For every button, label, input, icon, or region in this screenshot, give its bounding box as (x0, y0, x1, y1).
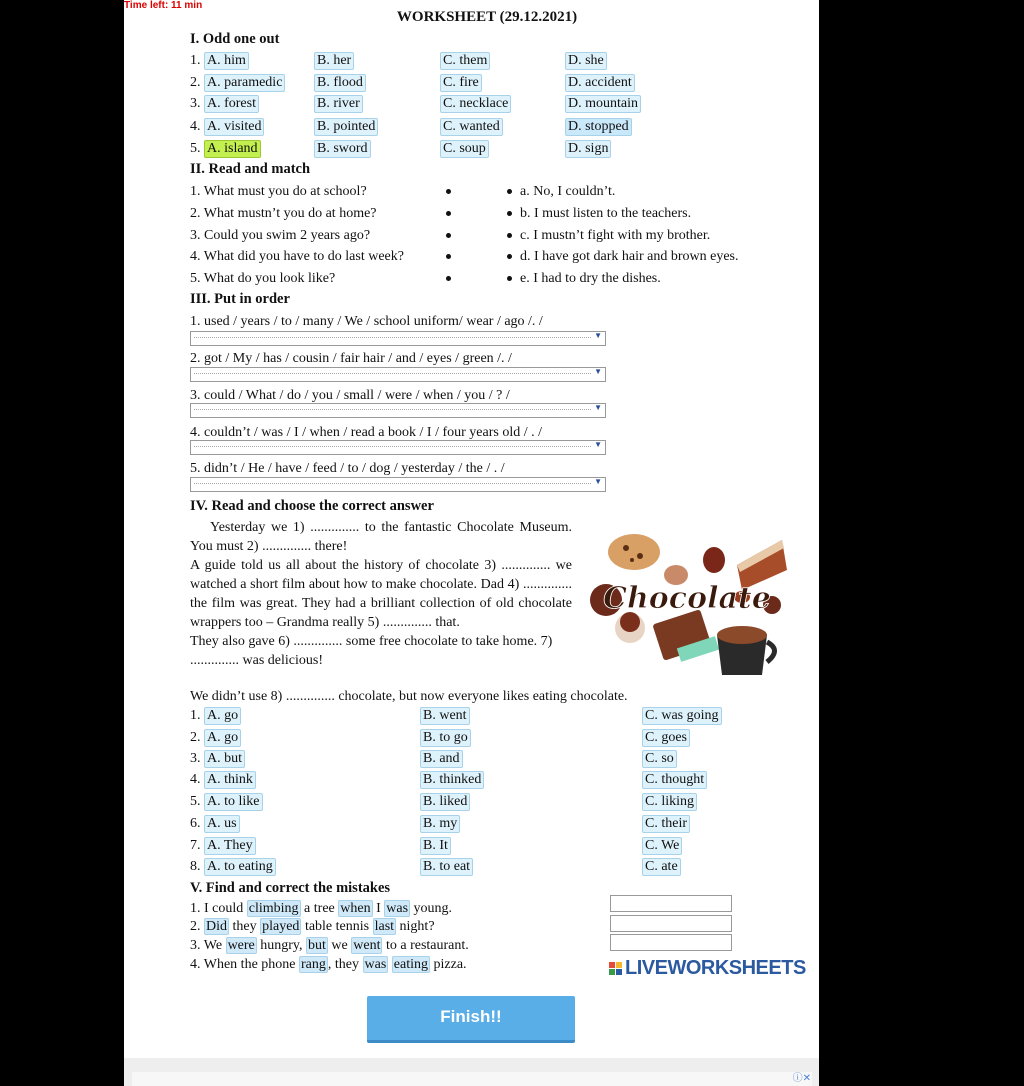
chevron-down-icon: ▼ (594, 477, 602, 486)
sentence-text: 1. I could (190, 901, 247, 916)
option-c[interactable]: C. ate (642, 858, 681, 876)
sentence-text: 4. When the phone (190, 957, 299, 972)
option-c[interactable]: C. so (642, 750, 677, 768)
option-c[interactable]: C. liking (642, 793, 697, 811)
option-b[interactable]: B. thinked (420, 771, 484, 789)
correction-input[interactable] (610, 915, 732, 932)
order-item: 2. got / My / has / cousin / fair hair / and / eyes / green /. / (190, 351, 512, 366)
sentence-text: night? (396, 919, 435, 934)
row-number: 5. (190, 141, 201, 156)
option-a[interactable]: A. to like (204, 793, 263, 811)
row-number: 2. (190, 75, 201, 90)
row-number: 4. (190, 119, 201, 134)
option-a[interactable]: A. go (204, 707, 241, 725)
page-title: WORKSHEET (29.12.2021) (396, 9, 578, 25)
timer-text: Time left: 11 min (124, 0, 203, 11)
option-b[interactable]: B. pointed (314, 118, 378, 136)
option-c[interactable]: C. We (642, 837, 682, 855)
passage-last-line: We didn’t use 8) .............. chocolate, but now everyone likes eating chocolate. (190, 689, 628, 704)
section-find-mistakes-heading: V. Find and correct the mistakes (190, 880, 391, 896)
chocolate-title-text: Chocolate (603, 581, 771, 616)
mistake-sentence (190, 918, 435, 935)
row-number: 3. (190, 751, 201, 766)
brand-text: LIVEWORKSHEETS (625, 957, 806, 979)
option-a[interactable]: A. think (204, 771, 256, 789)
option-b[interactable]: B. to eat (420, 858, 473, 876)
match-right-dot[interactable] (507, 211, 512, 216)
sentence-text: they (229, 919, 261, 934)
option-c[interactable]: C. them (440, 52, 490, 70)
finish-button[interactable]: Finish!! (367, 996, 575, 1043)
clickable-word[interactable]: climbing (248, 901, 299, 916)
passage-paragraph: A guide told us all about the history of chocolate 3) .............. we watched a short film about how to make chocolate. Dad 4) .............. the film was great. They had a brilliant collection of old chocolate wrappers too – Grandma really 5) .............. that. (190, 558, 572, 630)
sentence-text: to a restaurant. (382, 938, 469, 953)
section-read-choose-heading: IV. Read and choose the correct answer (190, 498, 434, 514)
worksheet-page (124, 0, 819, 1086)
row-number: 1. (190, 53, 201, 68)
sentence-text: hungry, (256, 938, 307, 953)
chevron-down-icon: ▼ (594, 403, 602, 412)
order-answer-dropdown[interactable] (190, 331, 606, 346)
clickable-word[interactable]: when (340, 901, 371, 916)
option-c[interactable]: C. thought (642, 771, 707, 789)
ad-banner (132, 1072, 812, 1086)
row-number: 5. (190, 794, 201, 809)
clickable-word[interactable]: eating (393, 957, 428, 972)
match-right-dot[interactable] (507, 276, 512, 281)
match-left-dot[interactable] (446, 189, 451, 194)
option-c[interactable]: C. soup (440, 140, 489, 158)
option-b[interactable]: B. It (420, 837, 451, 855)
match-answer: e. I had to dry the dishes. (520, 271, 661, 286)
match-question: 4. What did you have to do last week? (190, 249, 404, 264)
option-a[interactable]: A. us (204, 815, 240, 833)
option-a[interactable]: A. forest (204, 95, 259, 113)
row-number: 1. (190, 708, 201, 723)
match-right-dot[interactable] (507, 189, 512, 194)
order-answer-dropdown[interactable] (190, 367, 606, 382)
option-d[interactable]: D. she (565, 52, 607, 70)
match-answer: d. I have got dark hair and brown eyes. (520, 249, 739, 264)
match-question: 5. What do you look like? (190, 271, 336, 286)
row-number: 4. (190, 772, 201, 787)
chevron-down-icon: ▼ (594, 331, 602, 340)
option-d[interactable]: D. sign (565, 140, 611, 158)
match-answer: b. I must listen to the teachers. (520, 206, 692, 221)
ad-close-icon[interactable]: ⓘ✕ (792, 1073, 811, 1084)
option-b[interactable]: B. river (314, 95, 363, 113)
clickable-word[interactable]: played (262, 919, 300, 934)
sentence-text: we (327, 938, 352, 953)
chevron-down-icon: ▼ (594, 367, 602, 376)
clickable-word[interactable]: last (374, 919, 395, 934)
ad-bar (124, 1058, 819, 1086)
reading-passage (190, 518, 572, 670)
match-right-dot[interactable] (507, 233, 512, 238)
order-item: 5. didn’t / He / have / feed / to / dog / yesterday / the / . / (190, 461, 505, 476)
option-c[interactable]: C. necklace (440, 95, 511, 113)
passage-paragraph: Yesterday we 1) .............. to the fantastic Chocolate Museum. You must 2) .............. there! (190, 520, 572, 554)
option-c[interactable]: C. goes (642, 729, 690, 747)
sentence-text: young. (410, 901, 453, 916)
option-b[interactable]: B. went (420, 707, 470, 725)
match-answer: a. No, I couldn’t. (520, 184, 616, 199)
match-question: 2. What mustn’t you do at home? (190, 206, 377, 221)
clickable-word[interactable]: was (386, 901, 409, 916)
match-question: 1. What must you do at school? (190, 184, 367, 199)
sentence-text: , they (327, 957, 363, 972)
liveworksheets-logo (609, 957, 806, 980)
sentence-text: a tree (300, 901, 339, 916)
option-b[interactable]: B. my (420, 815, 460, 833)
mistake-sentence (190, 956, 467, 973)
option-a[interactable]: A. They (204, 837, 256, 855)
match-left-dot[interactable] (446, 211, 451, 216)
chevron-down-icon: ▼ (594, 440, 602, 449)
option-b[interactable]: B. to go (420, 729, 471, 747)
option-d[interactable]: D. accident (565, 74, 635, 92)
option-a[interactable]: A. go (204, 729, 241, 747)
order-item: 3. could / What / do / you / small / were / when / you / ? / (190, 388, 510, 403)
order-answer-dropdown[interactable] (190, 440, 606, 455)
liveworksheets-logo-icon (609, 960, 625, 976)
sentence-text: pizza. (430, 957, 467, 972)
clickable-word[interactable]: was (364, 957, 387, 972)
match-question: 3. Could you swim 2 years ago? (190, 228, 371, 243)
option-c[interactable]: C. fire (440, 74, 482, 92)
option-a[interactable]: A. island (204, 140, 261, 158)
option-c[interactable]: C. wanted (440, 118, 503, 136)
option-c[interactable]: C. was going (642, 707, 722, 725)
chocolate-illustration (582, 530, 792, 680)
section-odd-one-out-heading: I. Odd one out (190, 31, 280, 47)
option-d[interactable]: D. stopped (565, 118, 632, 136)
match-right-dot[interactable] (507, 254, 512, 259)
section-read-match-heading: II. Read and match (190, 161, 311, 177)
order-item: 1. used / years / to / many / We / school uniform/ wear / ago /. / (190, 314, 543, 329)
option-c[interactable]: C. their (642, 815, 690, 833)
row-number: 8. (190, 859, 201, 874)
clickable-word[interactable]: rang (301, 957, 326, 972)
option-b[interactable]: B. flood (314, 74, 366, 92)
order-answer-dropdown[interactable] (190, 477, 606, 492)
mistake-sentence (190, 937, 469, 954)
option-b[interactable]: B. and (420, 750, 463, 768)
row-number: 3. (190, 96, 201, 111)
sentence-text: 2. (190, 919, 204, 934)
option-a[interactable]: A. paramedic (204, 74, 285, 92)
order-item: 4. couldn’t / was / I / when / read a book / I / four years old / . / (190, 425, 542, 440)
correction-input[interactable] (610, 895, 732, 912)
section-put-in-order-heading: III. Put in order (190, 291, 290, 307)
option-a[interactable]: A. but (204, 750, 245, 768)
match-left-dot[interactable] (446, 233, 451, 238)
passage-paragraph: They also gave 6) .............. some free chocolate to take home. 7) .............. was delicious! (190, 634, 553, 668)
sentence-text: table tennis (301, 919, 373, 934)
sentence-text: I (372, 901, 385, 916)
match-answer: c. I mustn’t fight with my brother. (520, 228, 711, 243)
option-a[interactable]: A. visited (204, 118, 264, 136)
clickable-word[interactable]: Did (206, 919, 227, 934)
correction-input[interactable] (610, 934, 732, 951)
row-number: 6. (190, 816, 201, 831)
row-number: 2. (190, 730, 201, 745)
sentence-text: 3. We (190, 938, 226, 953)
row-number: 7. (190, 838, 201, 853)
option-a[interactable]: A. to eating (204, 858, 276, 876)
match-left-dot[interactable] (446, 254, 451, 259)
clickable-word[interactable]: were (227, 938, 255, 953)
option-a[interactable]: A. him (204, 52, 249, 70)
clickable-word[interactable]: went (353, 938, 381, 953)
option-b[interactable]: B. her (314, 52, 354, 70)
option-b[interactable]: B. liked (420, 793, 470, 811)
clickable-word[interactable]: but (308, 938, 326, 953)
match-left-dot[interactable] (446, 276, 451, 281)
option-b[interactable]: B. sword (314, 140, 371, 158)
mistake-sentence (190, 900, 452, 917)
option-d[interactable]: D. mountain (565, 95, 641, 113)
order-answer-dropdown[interactable] (190, 403, 606, 418)
